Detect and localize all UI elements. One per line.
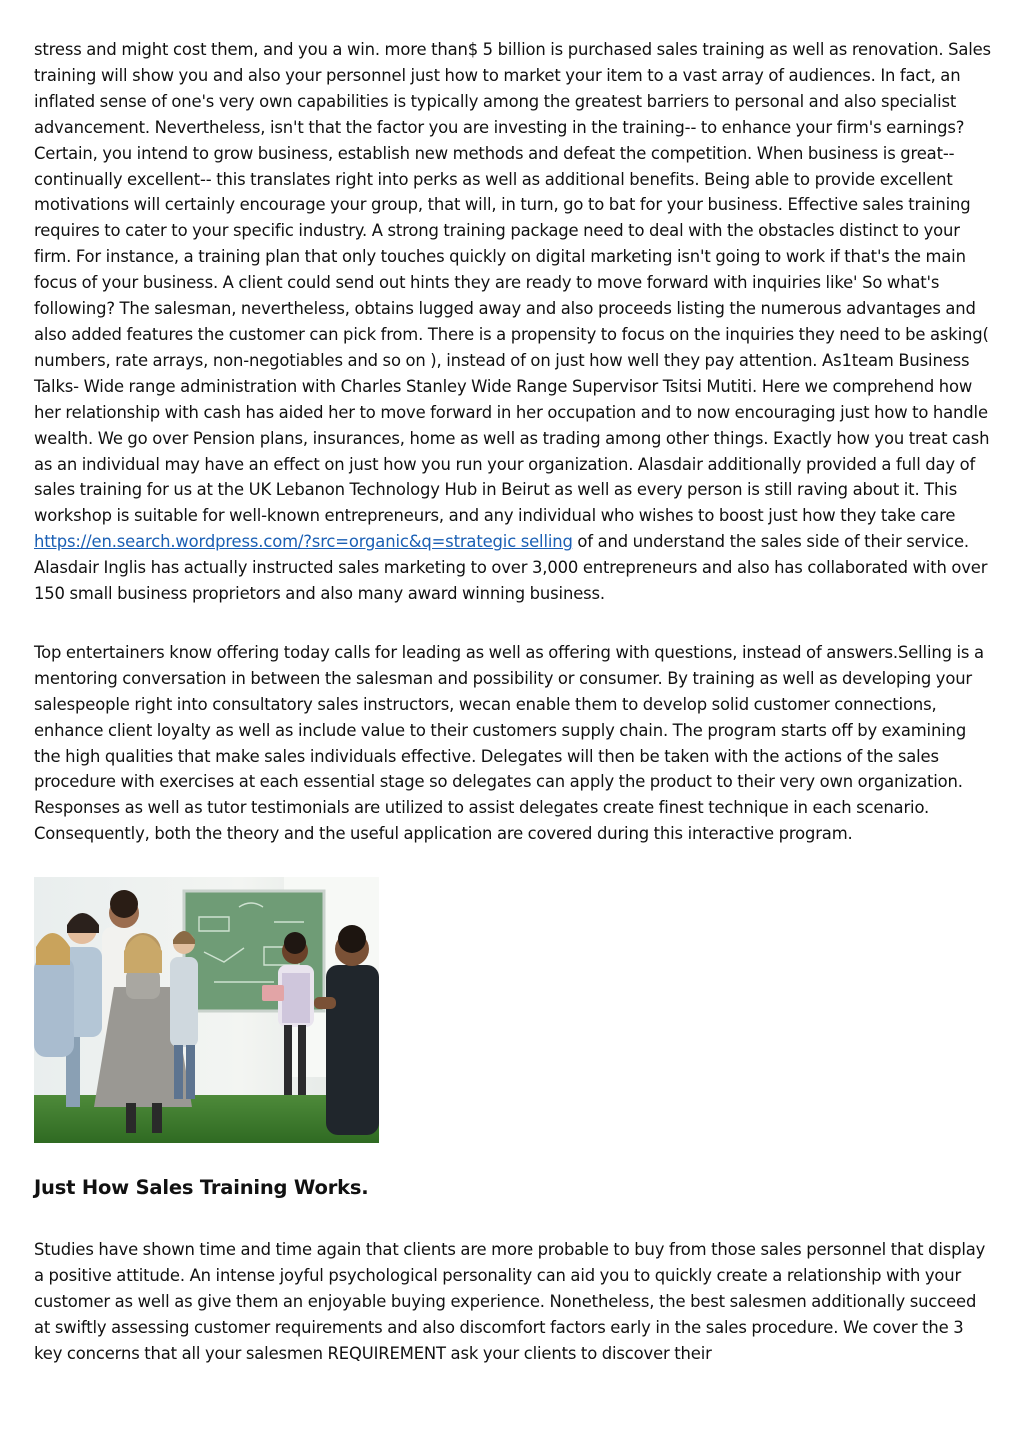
training-session-photo	[34, 877, 379, 1143]
section-heading: Just How Sales Training Works.	[34, 1176, 369, 1200]
paragraph-2: Top entertainers know offering today calls for leading as well as offering with questions, instead of answers.Selling is a mentoring conversation in between the salesman and possibility or consumer. By training as well as developing your salespeople right into consultatory sales instructors, wecan enable them to develop solid customer connections, enhance client loyalty as well as include value to their customers supply chain. The program starts off by examining the high qualities that make sales individuals effective. Delegates will then be taken with the actions of the sales procedure with exercises at each essential stage so delegates can apply the product to their very own organization. Responses as well as tutor testimonials are utilized to assist delegates create finest technique in each scenario. Consequently, both the theory and the useful application are covered during this interactive program.	[34, 642, 984, 844]
paragraph-1	[34, 37, 992, 607]
article-body	[34, 37, 992, 1367]
strategic-selling-link[interactable]: https://en.search.wordpress.com/?src=organic&q=strategic selling	[34, 532, 573, 552]
paragraph-1-text: stress and might cost them, and you a win. more than$ 5 billion is purchased sales training as well as renovation. Sales training will show you and also your personnel just how to market your item to a vast array of audiences. In fact, an inflated sense of one's very own capabilities is typically among the greatest barriers to personal and also specialist advancement. Nevertheless, isn't that the factor you are investing in the training-- to enhance your firm's earnings? Certain, you intend to grow business, establish new methods and defeat the competition. When business is great-- continually excellent-- this translates right into perks as well as additional benefits. Being able to provide excellent motivations will certainly encourage your group, that will, in turn, go to bat for your business. Effective sales training requires to cater to your specific industry. A strong training package need to deal with the obstacles distinct to your firm. For instance, a training plan that only touches quickly on digital marketing isn't going to work if that's the main focus of your business. A client could send out hints they are ready to move forward with inquiries like' So what's following? The salesman, nevertheless, obtains lugged away and also proceeds listing the numerous advantages and also added features the customer can pick from. There is a propensity to focus on the inquiries they need to be asking( numbers, rate arrays, non-negotiables and so on ), instead of on just how well they pay attention. As1team Business Talks- Wide range administration with Charles Stanley Wide Range Supervisor Tsitsi Mutiti. Here we comprehend how her relationship with cash has aided her to move forward in her occupation and to now encouraging just how to handle wealth. We go over Pension plans, insurances, home as well as trading among other things. Exactly how you treat cash as an individual may have an effect on just how you run your organization. Alasdair additionally provided a full day of sales training for us at the UK Lebanon Technology Hub in Beirut as well as every person is still raving about it. This workshop is suitable for well-known entrepreneurs, and any individual who wishes to boost just how they take care	[34, 40, 991, 526]
paragraph-3: Studies have shown time and time again that clients are more probable to buy from those sales personnel that display a positive attitude. An intense joyful psychological personality can aid you to quickly create a relationship with your customer as well as give them an enjoyable buying experience. Nonetheless, the best salesmen additionally succeed at swiftly assessing customer requirements and also discomfort factors early in the sales procedure. We cover the 3 key concerns that all your salesmen REQUIREMENT ask your clients to discover their	[34, 1240, 986, 1363]
paragraph-1-text-end: of and understand the sales side of their service. Alasdair Inglis has actually instructed sales marketing to over 3,000 entrepreneurs and also has collaborated with over 150 small business proprietors and also many award winning business.	[34, 532, 988, 604]
